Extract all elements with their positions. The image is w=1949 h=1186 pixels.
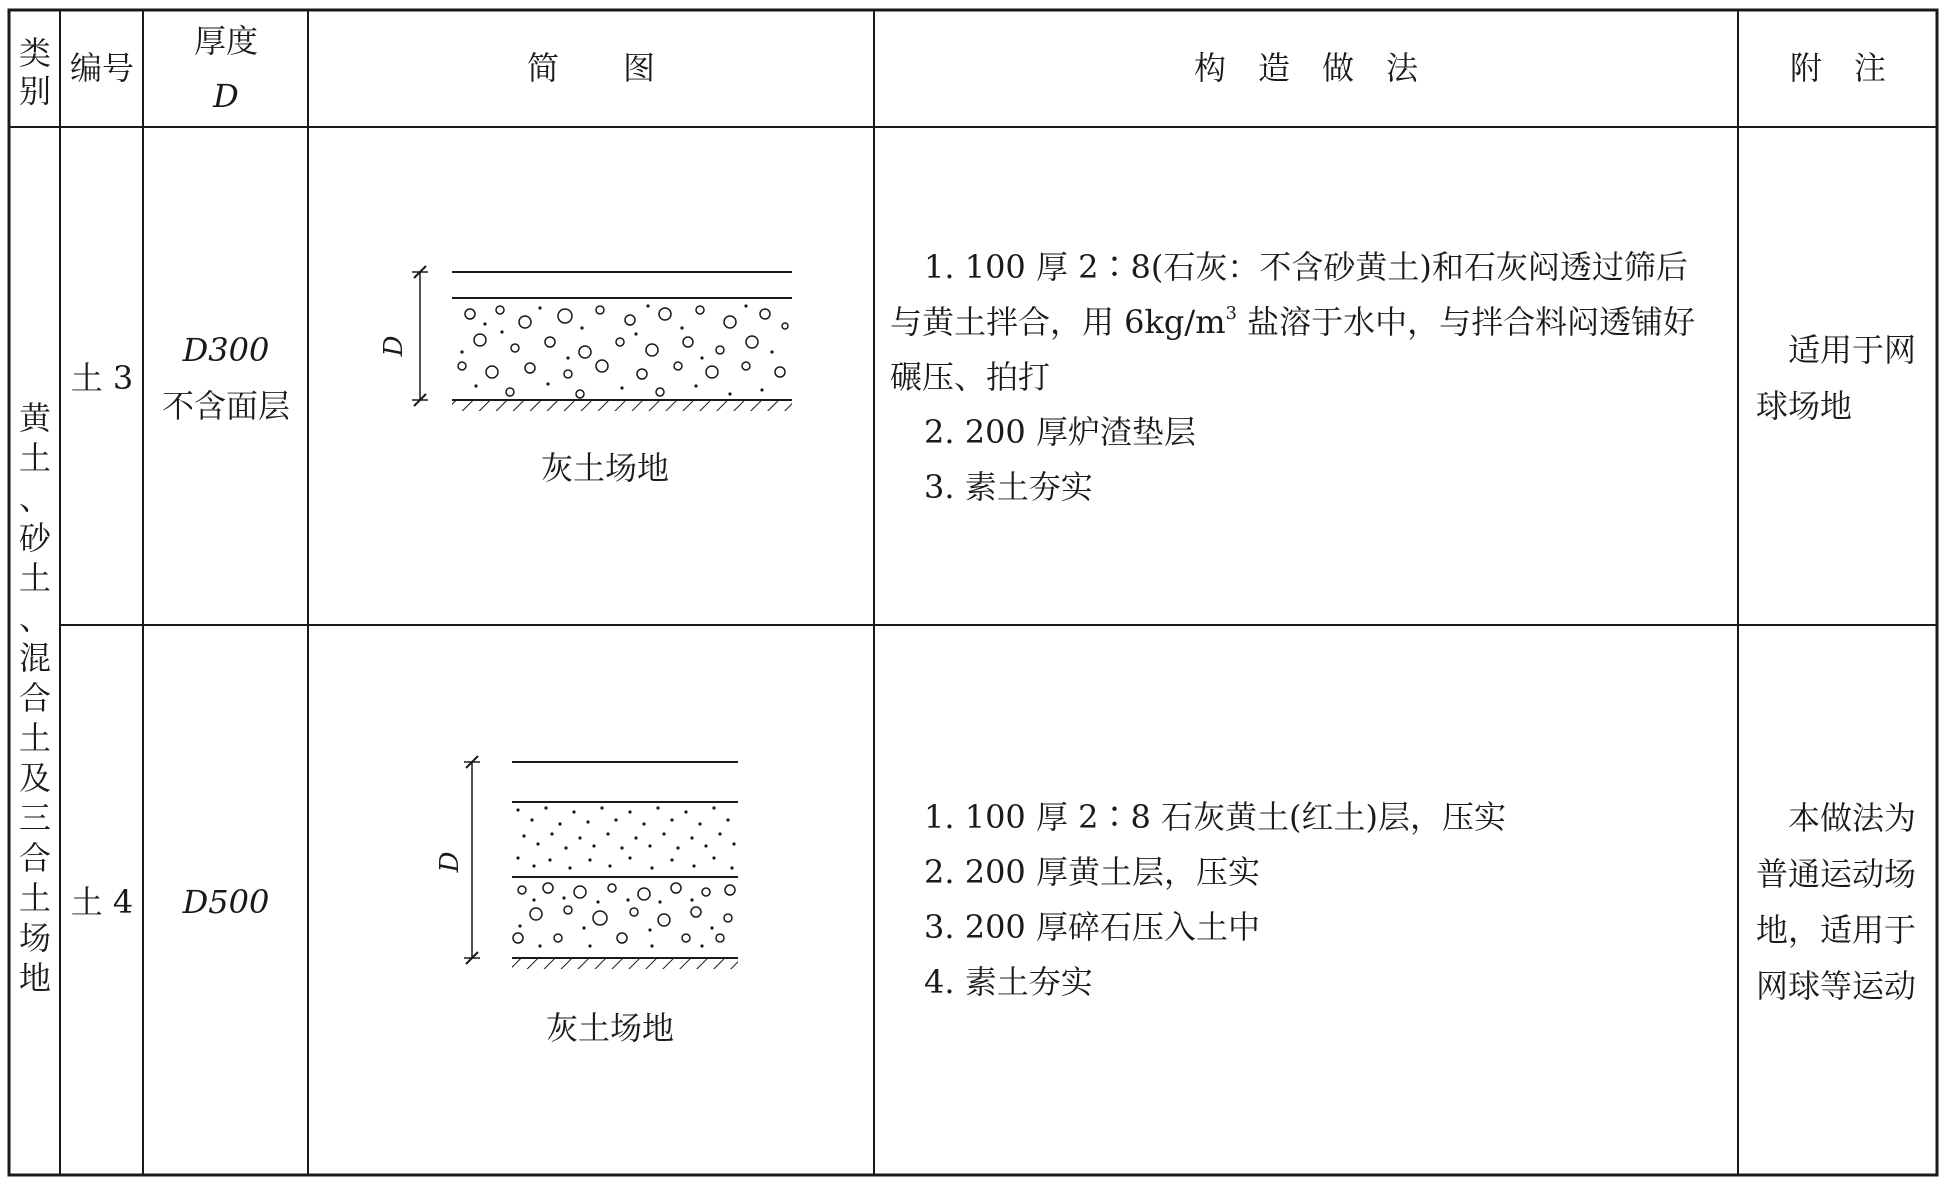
row-1-construction <box>890 240 1730 515</box>
row-2-diagram-caption: 灰土场地 <box>545 1009 674 1047</box>
step-continued: 碾压、拍打 <box>890 358 1051 396</box>
header-construction: 构 造 做 法 <box>1193 49 1418 87</box>
row-2-construction <box>890 790 1730 1010</box>
row-1-note: 适用于网 球场地 <box>1756 331 1917 425</box>
row-1-thickness-note: 不含面层 <box>161 387 290 425</box>
header-code: 编号 <box>69 49 134 87</box>
header-notes: 附 注 <box>1789 49 1886 87</box>
row-2-code: 土 4 <box>70 883 134 921</box>
row-1-dim-label: D <box>379 335 409 357</box>
gravel-layer-pattern <box>513 883 735 943</box>
step: 2. 200 厚炉渣垫层 <box>924 413 1196 451</box>
step: 3. 200 厚碎石压入土中 <box>924 908 1260 946</box>
step: 1. 100 厚 2∶8 石灰黄土(红土)层，压实 <box>924 798 1506 836</box>
header-category: 类别 <box>18 34 51 110</box>
row-1-layer-diagram <box>379 262 810 422</box>
step: 3. 素土夯实 <box>924 468 1093 506</box>
category-label: 黄 土 、 砂 土 、 混 合 土 及 三 合 土 场 地 <box>18 399 51 997</box>
header-thickness-symbol: D <box>213 77 239 115</box>
row-1-diagram-caption: 灰土场地 <box>540 449 669 487</box>
step: 4. 素土夯实 <box>924 963 1093 1001</box>
row-2-thickness: D500 <box>182 883 270 921</box>
header-thickness: 厚度 <box>193 22 258 60</box>
header-diagram: 简 图 <box>526 49 655 87</box>
step-continued: 与黄土拌合，用 $6kg/m^3$ 盐溶于水中，与拌合料闷透铺好 <box>890 303 1696 341</box>
row-1-thickness: D300 <box>182 331 270 369</box>
step: 2. 200 厚黄土层，压实 <box>924 853 1260 891</box>
row-2-note: 本做法为 普通运动场 地，适用于 网球等运动 <box>1756 799 1917 1005</box>
row-2-dim-label: D <box>435 851 465 873</box>
slag-layer-pattern <box>458 306 788 398</box>
lime-loess-layer-pattern <box>516 806 735 869</box>
step: 1. 100 厚 2∶8(石灰：不含砂黄土)和石灰闷透过筛后 <box>924 248 1688 286</box>
row-1-code: 土 3 <box>70 359 134 397</box>
row-2-layer-diagram <box>435 750 760 980</box>
